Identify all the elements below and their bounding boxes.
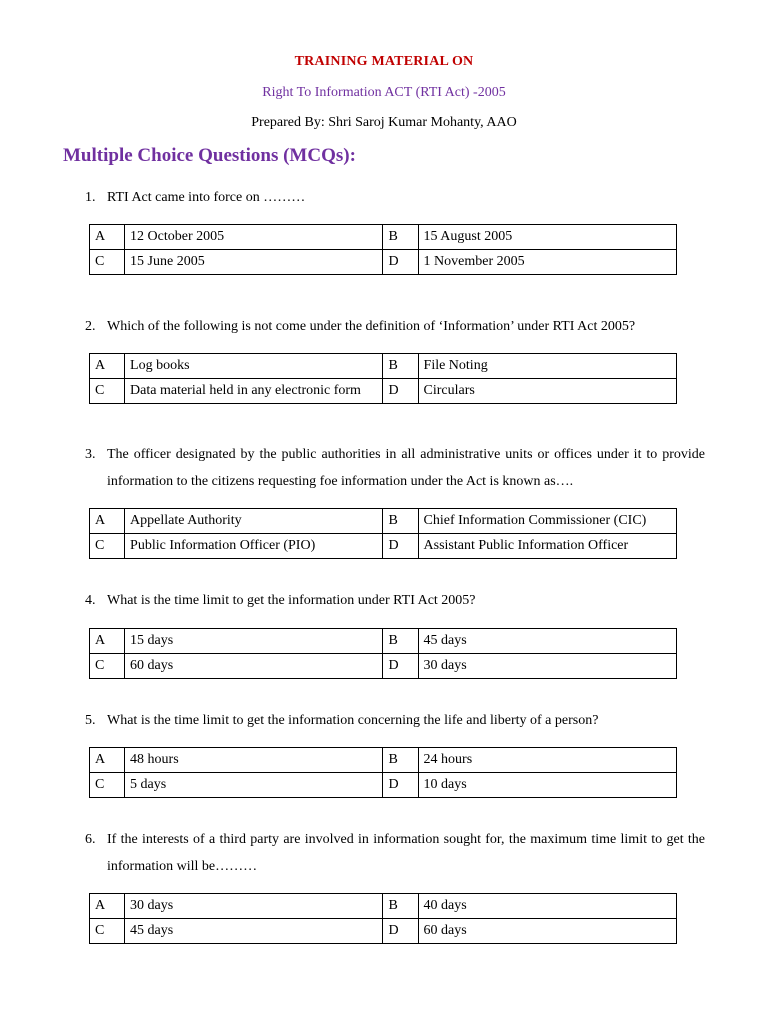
question-1: [85, 184, 705, 211]
option-text: Appellate Authority: [125, 509, 383, 534]
question-number: 4.: [85, 593, 96, 608]
options-row: [90, 629, 677, 654]
options-table-5: [89, 747, 677, 798]
option-letter: C: [90, 654, 125, 679]
option-text: 60 days: [418, 919, 676, 944]
option-text: 1 November 2005: [418, 250, 676, 275]
question-4: [85, 587, 705, 614]
question-number: 5.: [85, 713, 96, 728]
option-text: 48 hours: [125, 748, 383, 773]
option-text: 30 days: [418, 654, 676, 679]
option-letter: A: [90, 354, 125, 379]
options-row: [90, 225, 677, 250]
options-row: [90, 354, 677, 379]
option-letter: B: [383, 354, 418, 379]
option-letter: B: [383, 509, 418, 534]
options-row: [90, 894, 677, 919]
question-text: What is the time limit to get the information under RTI Act 2005?: [107, 593, 476, 608]
options-table-2: [89, 353, 677, 404]
options-row: [90, 919, 677, 944]
option-text: File Noting: [418, 354, 676, 379]
option-text: 10 days: [418, 773, 676, 798]
option-text: 30 days: [125, 894, 383, 919]
option-text: Chief Information Commissioner (CIC): [418, 509, 676, 534]
option-text: 5 days: [125, 773, 383, 798]
options-row: [90, 748, 677, 773]
option-letter: C: [90, 379, 125, 404]
option-letter: B: [383, 748, 418, 773]
option-text: Data material held in any electronic form: [125, 379, 383, 404]
question-number: 2.: [85, 319, 96, 334]
options-row: [90, 534, 677, 559]
option-letter: C: [90, 773, 125, 798]
question-2: [85, 313, 705, 340]
option-text: 15 days: [125, 629, 383, 654]
option-text: 40 days: [418, 894, 676, 919]
options-row: [90, 509, 677, 534]
options-table-1: [89, 224, 677, 275]
question-text: The officer designated by the public authorities in all administrative units or offices under it to provide information to the citizens requesting foe information under the Act is known as….: [107, 447, 705, 489]
options-row: [90, 773, 677, 798]
option-text: 60 days: [125, 654, 383, 679]
document-subtitle: Right To Information ACT (RTI Act) -2005: [262, 85, 506, 100]
option-text: 15 August 2005: [418, 225, 676, 250]
question-text: If the interests of a third party are involved in information sought for, the maximum time limit to get the information will be………: [107, 832, 705, 874]
option-letter: D: [383, 654, 418, 679]
question-number: 6.: [85, 832, 96, 847]
options-row: [90, 250, 677, 275]
question-5: [85, 707, 705, 734]
option-letter: D: [383, 919, 418, 944]
option-letter: C: [90, 534, 125, 559]
options-table-6: [89, 893, 677, 944]
prepared-by-line: Prepared By: Shri Saroj Kumar Mohanty, AAO: [251, 115, 517, 130]
option-letter: A: [90, 509, 125, 534]
option-letter: D: [383, 250, 418, 275]
option-text: Public Information Officer (PIO): [125, 534, 383, 559]
option-text: 15 June 2005: [125, 250, 383, 275]
option-text: 24 hours: [418, 748, 676, 773]
option-letter: C: [90, 250, 125, 275]
question-6: [85, 826, 705, 880]
option-letter: D: [383, 534, 418, 559]
options-table-3: [89, 508, 677, 559]
section-heading: Multiple Choice Questions (MCQs):: [63, 145, 356, 166]
option-text: Log books: [125, 354, 383, 379]
options-row: [90, 379, 677, 404]
question-text: Which of the following is not come under the definition of ‘Information’ under RTI Act 2005?: [107, 319, 636, 334]
option-letter: D: [383, 379, 418, 404]
option-letter: A: [90, 748, 125, 773]
option-letter: B: [383, 629, 418, 654]
option-letter: A: [90, 225, 125, 250]
option-text: Circulars: [418, 379, 676, 404]
option-letter: A: [90, 894, 125, 919]
options-table-4: [89, 628, 677, 679]
option-text: 12 October 2005: [125, 225, 383, 250]
option-text: Assistant Public Information Officer: [418, 534, 676, 559]
options-row: [90, 654, 677, 679]
question-3: [85, 441, 705, 495]
document-title: TRAINING MATERIAL ON: [294, 54, 474, 69]
option-text: 45 days: [125, 919, 383, 944]
option-text: 45 days: [418, 629, 676, 654]
question-number: 3.: [85, 447, 96, 462]
option-letter: B: [383, 225, 418, 250]
option-letter: B: [383, 894, 418, 919]
question-number: 1.: [85, 190, 96, 205]
option-letter: D: [383, 773, 418, 798]
option-letter: A: [90, 629, 125, 654]
question-text: What is the time limit to get the information concerning the life and liberty of a person?: [107, 713, 599, 728]
option-letter: C: [90, 919, 125, 944]
question-text: RTI Act came into force on ………: [107, 190, 306, 205]
